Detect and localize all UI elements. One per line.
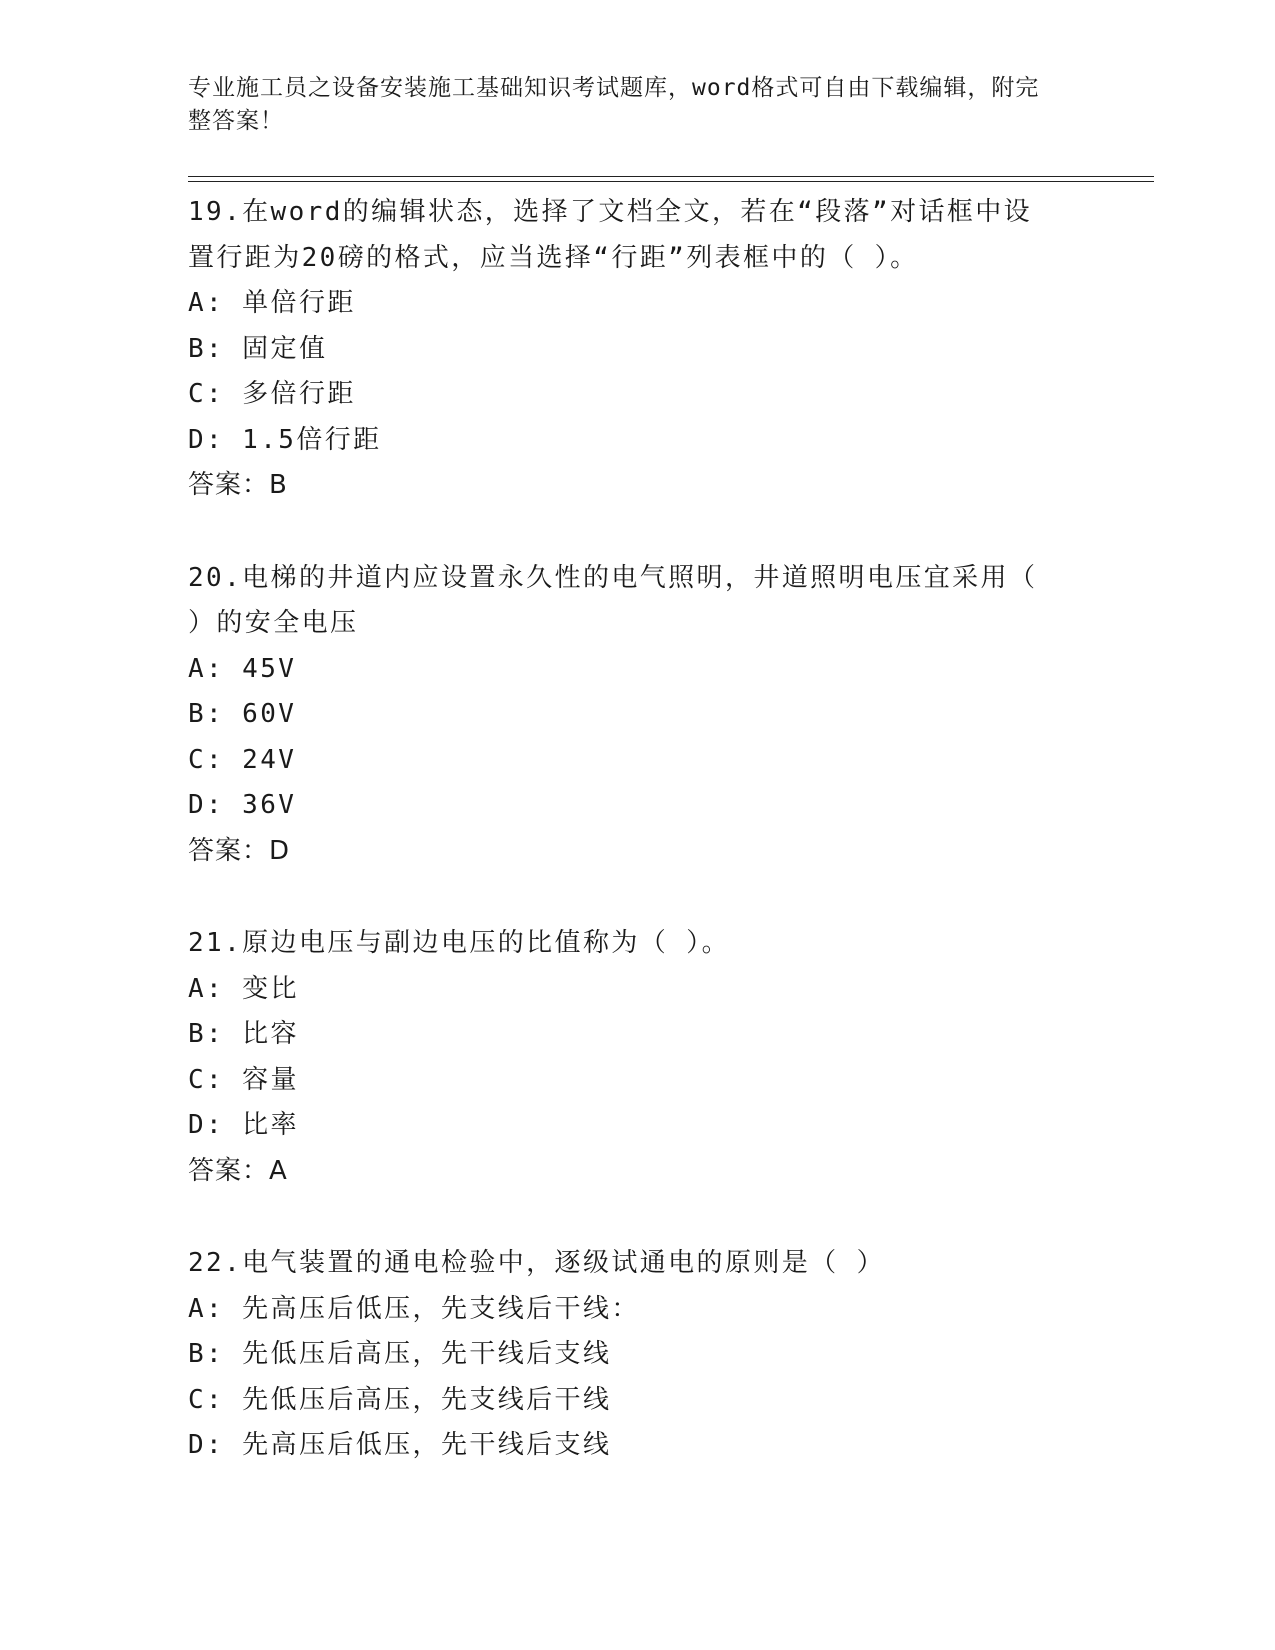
question-stem-line: 21.原边电压与副边电压的比值称为（ ）。 <box>188 928 731 958</box>
header-line-2: 整答案！ <box>188 108 284 134</box>
option-a: A: 变比 <box>188 973 299 1004</box>
option-c: C: 24V <box>188 744 297 775</box>
answer: 答案：A <box>188 1155 288 1186</box>
option-b: B: 先低压后高压，先干线后支线 <box>188 1339 612 1369</box>
option-c: C: 多倍行距 <box>188 379 356 409</box>
question-stem-line: 20.电梯的井道内应设置永久性的电气照明，井道照明电压宜采用（ <box>188 562 1038 593</box>
question-19 <box>188 190 1088 509</box>
question-stem-line: 19.在word的编辑状态，选择了文档全文，若在“段落”对话框中设 <box>188 197 1033 227</box>
document-header <box>188 72 1068 138</box>
answer: 答案：B <box>188 470 288 500</box>
question-stem <box>188 556 1088 647</box>
header-line-1: 专业施工员之设备安装施工基础知识考试题库，word格式可自由下载编辑，附完 <box>188 75 1040 101</box>
question-stem-line: 置行距为20磅的格式，应当选择“行距”列表框中的（ ）。 <box>188 242 919 273</box>
question-21 <box>188 921 1088 1194</box>
option-a: A: 45V <box>188 653 297 684</box>
option-d: D: 1.5倍行距 <box>188 424 382 455</box>
option-a: A: 单倍行距 <box>188 288 356 318</box>
question-stem <box>188 921 1088 967</box>
header-divider-top <box>188 176 1154 177</box>
option-d: D: 比率 <box>188 1110 299 1140</box>
option-d: D: 36V <box>188 790 297 820</box>
question-20 <box>188 556 1088 875</box>
question-stem-line: ）的安全电压 <box>188 608 359 638</box>
option-b: B: 比容 <box>188 1019 299 1049</box>
answer: 答案：D <box>188 835 291 866</box>
option-b: B: 固定值 <box>188 333 328 364</box>
question-stem <box>188 190 1088 281</box>
option-b: B: 60V <box>188 699 297 729</box>
header-divider-bottom <box>188 181 1154 182</box>
option-c: C: 先低压后高压，先支线后干线 <box>188 1384 612 1415</box>
option-d: D: 先高压后低压，先干线后支线 <box>188 1430 612 1460</box>
question-stem-line: 22.电气装置的通电检验中，逐级试通电的原则是（ ） <box>188 1248 886 1278</box>
question-22 <box>188 1241 1088 1469</box>
option-a: A: 先高压后低压，先支线后干线： <box>188 1293 640 1324</box>
question-list <box>188 190 1088 1516</box>
question-stem <box>188 1241 1088 1287</box>
option-c: C: 容量 <box>188 1064 299 1095</box>
